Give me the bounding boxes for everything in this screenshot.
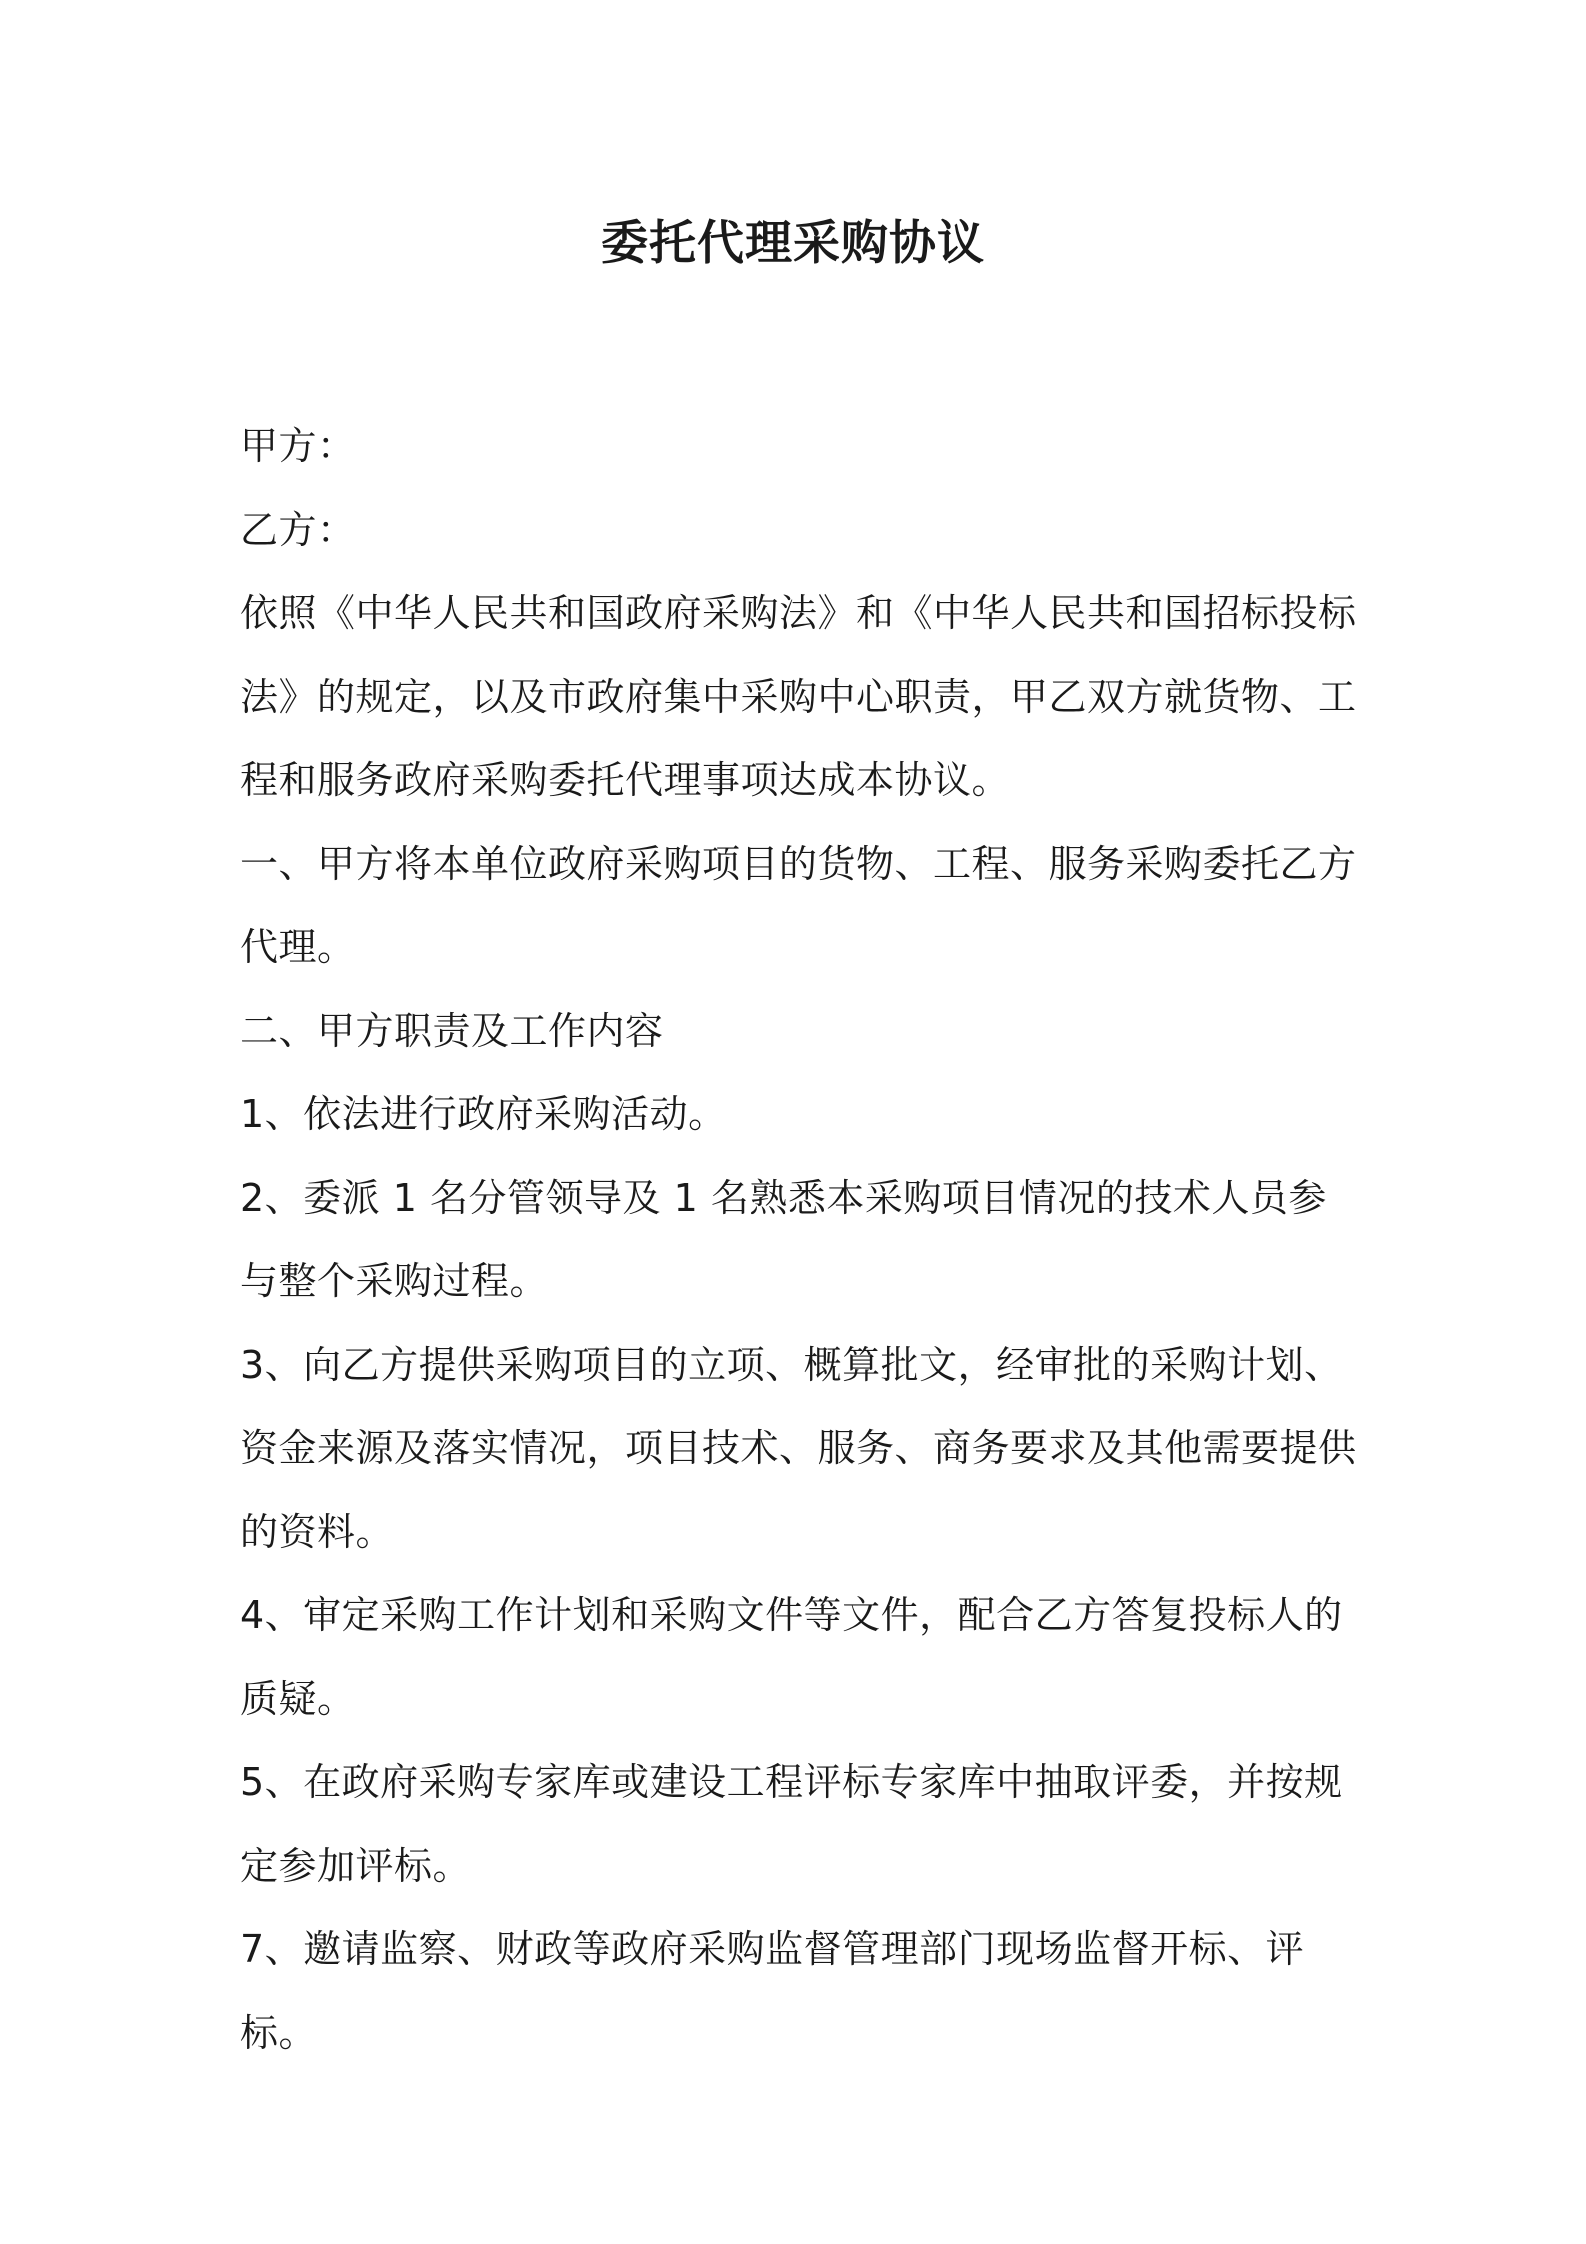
list-item: 4、审定采购工作计划和采购文件等文件，配合乙方答复投标人的质疑。 [240, 1593, 1343, 1721]
document-title: 委托代理采购协议 [601, 216, 985, 271]
list-item: 1、依法进行政府采购活动。 [240, 1092, 727, 1136]
clause-1: 一、甲方将本单位政府采购项目的货物、工程、服务采购委托乙方代理。 [240, 841, 1357, 969]
list-item: 5、在政府采购专家库或建设工程评标专家库中抽取评委，并按规定参加评标。 [240, 1760, 1343, 1888]
section-heading-2: 二、甲方职责及工作内容 [240, 1008, 664, 1053]
party-b-line: 乙方： [240, 507, 356, 552]
preamble-paragraph: 依照《中华人民共和国政府采购法》和《中华人民共和国招标投标法》的规定，以及市政府集中采购中心职责，甲乙双方就货物、工程和服务政府采购委托代理事项达成本协议。 [240, 591, 1357, 802]
list-item: 2、委派 1 名分管领导及 1 名熟悉本采购项目情况的技术人员参与整个采购过程。 [240, 1175, 1327, 1303]
document-body [240, 405, 1360, 2075]
list-item: 3、向乙方提供采购项目的立项、概算批文，经审批的采购计划、资金来源及落实情况，项目技术、服务、商务要求及其他需要提供的资料。 [240, 1342, 1357, 1554]
list-item: 7、邀请监察、财政等政府采购监督管理部门现场监督开标、评标。 [240, 1927, 1305, 2055]
party-a-line: 甲方： [240, 424, 356, 468]
